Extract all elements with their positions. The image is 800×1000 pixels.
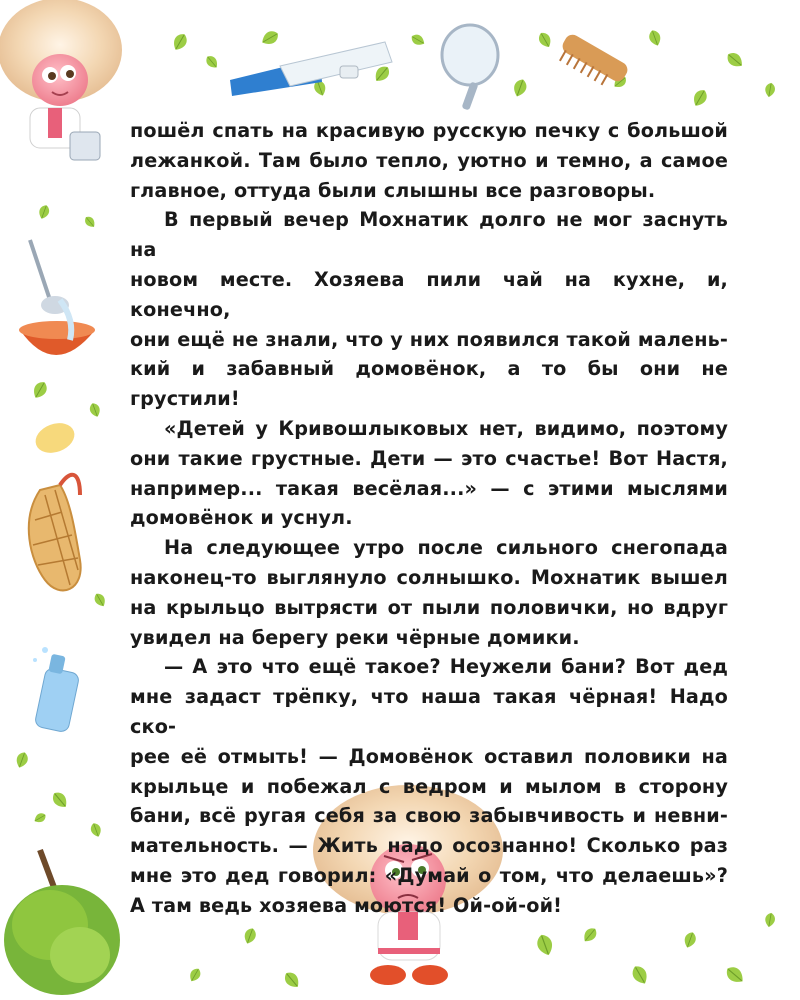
- text-line: они такие грустные. Дети — это счастье! Вот Настя,: [130, 446, 728, 470]
- text-line: крыльце и побежал с ведром и мылом в сторону: [130, 774, 728, 798]
- shampoo-bottle-illustration: [33, 647, 80, 733]
- text-line: А там ведь хозяева моются! Ой-ой-ой!: [130, 893, 563, 917]
- text-line: мне задаст трёпку, что наша такая чёрная! Надо ско-: [130, 685, 728, 738]
- birch-broom-illustration: [4, 850, 120, 995]
- hand-mirror-illustration: [442, 25, 498, 111]
- text-line: На следующее утро после сильного снегопада: [164, 536, 728, 560]
- text-line: наконец-то выглянуло солнышко. Мохнатик вышел: [130, 565, 728, 589]
- text-line: мательность. — Жить надо осознанно! Сколько раз: [130, 834, 728, 858]
- text-line: лежанкой. Там было тепло, уютно и темно, а самое: [130, 148, 728, 172]
- paragraph-5: [130, 652, 728, 920]
- text-line: увидел на берегу реки чёрные домики.: [130, 625, 580, 649]
- ladle-bowl-illustration: [19, 240, 95, 355]
- text-line: бани, всё ругая себя за свою забывчивость и невни-: [130, 804, 728, 828]
- text-line: главное, оттуда были слышны все разговоры.: [130, 178, 656, 202]
- text-line: они ещё не знали, что у них появился такой малень-: [130, 327, 728, 351]
- paragraph-1: [130, 116, 728, 205]
- text-line: например... такая весёлая...» — с этими мыслями: [130, 476, 728, 500]
- text-line: рее её отмыть! — Домовёнок оставил половики на: [130, 744, 728, 768]
- text-line: кий и забавный домовёнок, а то бы они не грустили!: [130, 357, 728, 411]
- text-line: на крыльцо вытрясти от пыли половички, но вдруг: [130, 595, 728, 619]
- text-line: В первый вечер Мохнатик долго не мог заснуть на: [130, 208, 728, 262]
- toothpaste-illustration: [230, 42, 392, 96]
- text-line: пошёл спать на красивую русскую печку с большой: [130, 119, 728, 142]
- bath-mitten-illustration: [29, 475, 81, 591]
- paragraph-3: [130, 414, 728, 533]
- comb-illustration: [560, 32, 631, 85]
- text-line: «Детей у Кривошлыковых нет, видимо, поэтому: [164, 416, 728, 440]
- text-line: — А это что ещё такое? Неужели бани? Вот дед: [164, 655, 728, 679]
- text-line: мне это дед говорил: «Думай о том, что делаешь»?: [130, 863, 728, 887]
- text-line: домовёнок и уснул.: [130, 506, 353, 530]
- paragraph-4: [130, 533, 728, 652]
- story-text: [130, 116, 728, 921]
- text-line: новом месте. Хозяева пили чай на кухне, и, конечно,: [130, 267, 728, 321]
- paragraph-2: [130, 205, 728, 414]
- character-peeking-illustration: [0, 0, 122, 160]
- soap-illustration: [31, 418, 78, 458]
